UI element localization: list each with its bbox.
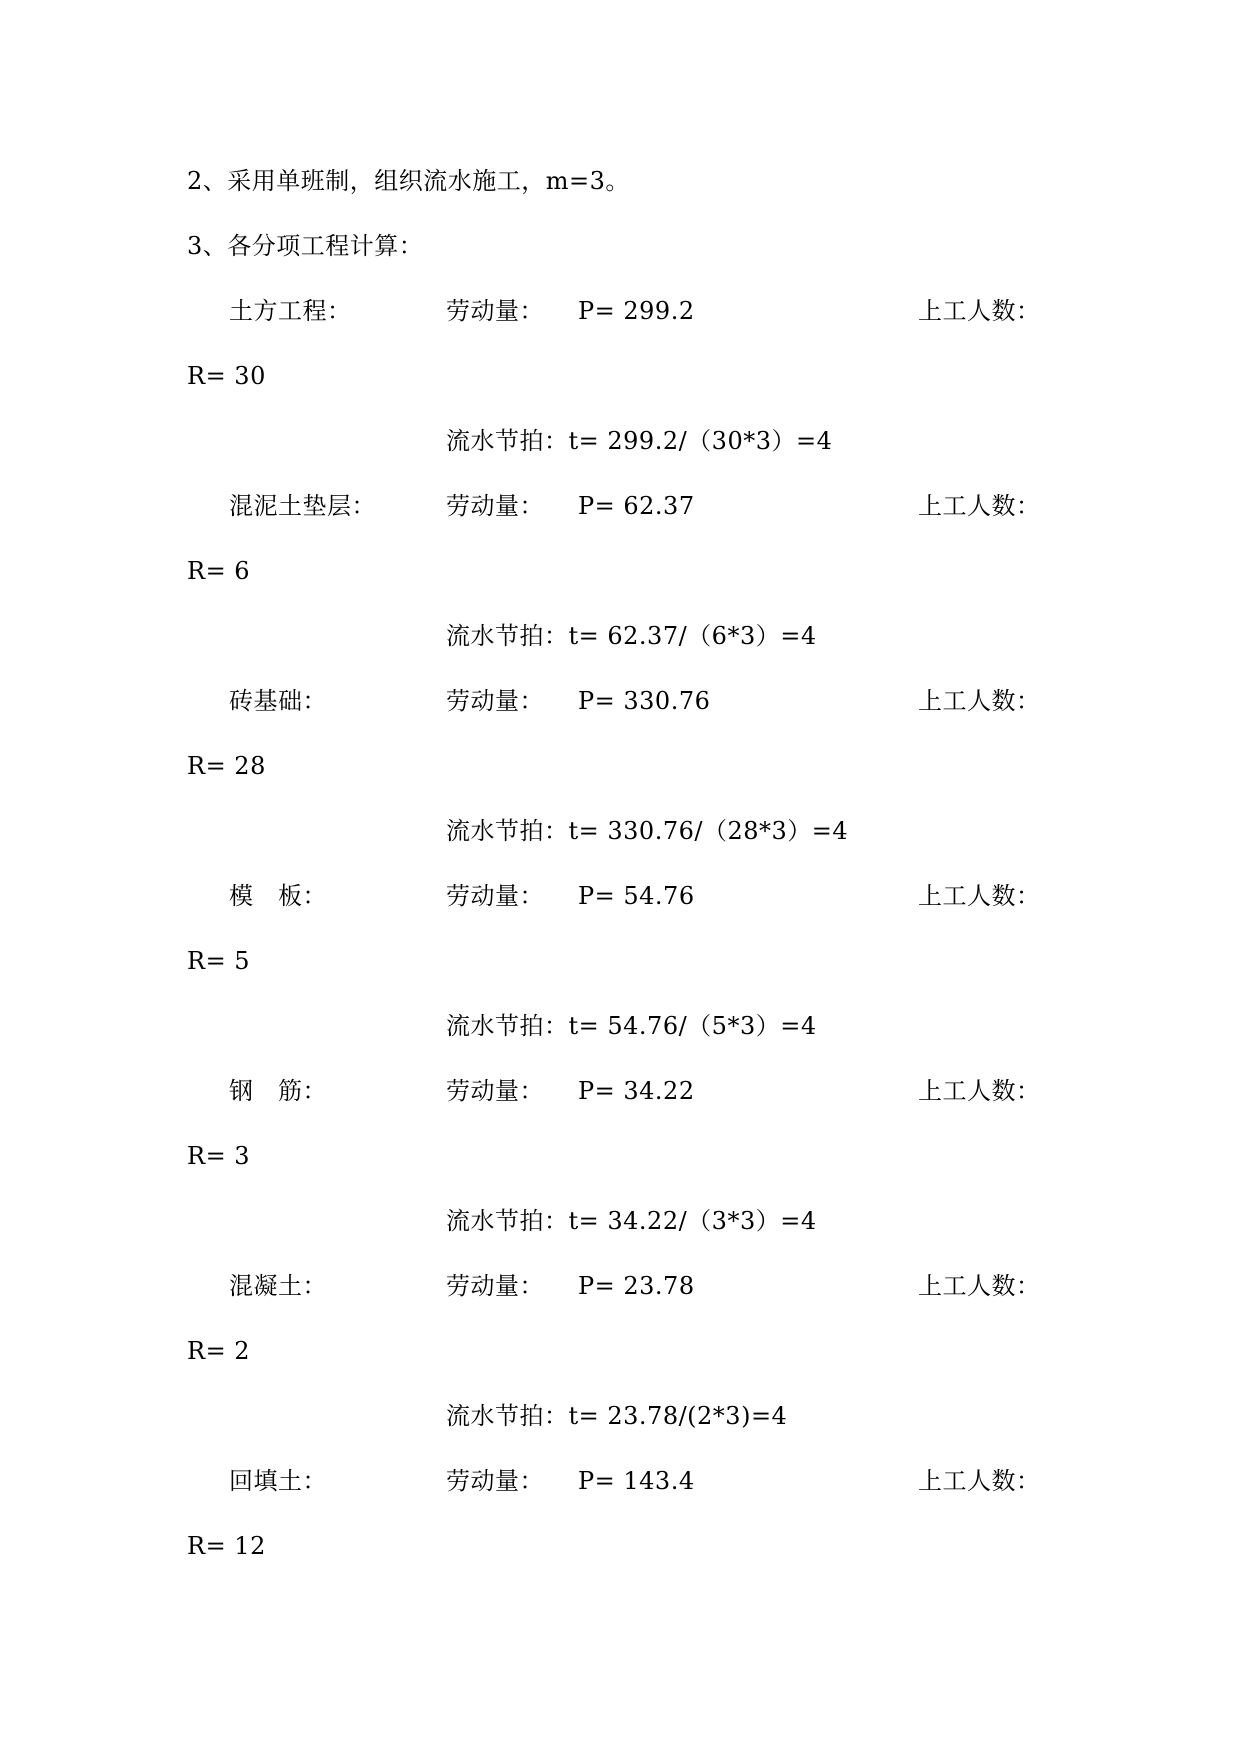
labor-label: 劳动量： <box>446 1272 544 1300</box>
workers-label: 上工人数： <box>918 1077 1041 1105</box>
intro-line-calc: 3、各分项工程计算： <box>187 232 424 260</box>
workers-label: 上工人数： <box>918 1467 1041 1495</box>
labor-label: 劳动量： <box>446 1467 544 1495</box>
labor-value: P= 62.37 <box>578 492 695 520</box>
workers-value: R= 2 <box>187 1337 251 1365</box>
workers-label: 上工人数： <box>918 882 1041 910</box>
rhythm-formula: 流水节拍：t= 62.37/（6*3）=4 <box>446 622 817 650</box>
labor-label: 劳动量： <box>446 687 544 715</box>
workers-value: R= 30 <box>187 362 266 390</box>
item-name: 土方工程： <box>229 297 352 325</box>
rhythm-formula: 流水节拍：t= 54.76/（5*3）=4 <box>446 1012 817 1040</box>
workers-value: R= 6 <box>187 557 251 585</box>
labor-label: 劳动量： <box>446 492 544 520</box>
workers-value: R= 5 <box>187 947 251 975</box>
labor-value: P= 299.2 <box>578 297 695 325</box>
labor-value: P= 54.76 <box>578 882 695 910</box>
labor-value: P= 330.76 <box>578 687 711 715</box>
intro-line-shift: 2、采用单班制，组织流水施工，m=3。 <box>187 167 630 195</box>
rhythm-formula: 流水节拍：t= 23.78/(2*3)=4 <box>446 1402 788 1430</box>
labor-label: 劳动量： <box>446 297 544 325</box>
workers-value: R= 3 <box>187 1142 251 1170</box>
workers-label: 上工人数： <box>918 492 1041 520</box>
labor-value: P= 23.78 <box>578 1272 695 1300</box>
item-name: 混泥土垫层： <box>229 492 376 520</box>
rhythm-formula: 流水节拍：t= 299.2/（30*3）=4 <box>446 427 833 455</box>
labor-label: 劳动量： <box>446 1077 544 1105</box>
labor-value: P= 34.22 <box>578 1077 695 1105</box>
workers-value: R= 12 <box>187 1532 266 1560</box>
item-name: 砖基础： <box>229 687 327 715</box>
workers-label: 上工人数： <box>918 687 1041 715</box>
labor-label: 劳动量： <box>446 882 544 910</box>
item-name: 钢 筋： <box>229 1077 327 1105</box>
workers-value: R= 28 <box>187 752 266 780</box>
workers-label: 上工人数： <box>918 1272 1041 1300</box>
rhythm-formula: 流水节拍：t= 330.76/（28*3）=4 <box>446 817 849 845</box>
workers-label: 上工人数： <box>918 297 1041 325</box>
item-name: 回填土： <box>229 1467 327 1495</box>
item-name: 混凝土： <box>229 1272 327 1300</box>
item-name: 模 板： <box>229 882 327 910</box>
rhythm-formula: 流水节拍：t= 34.22/（3*3）=4 <box>446 1207 817 1235</box>
labor-value: P= 143.4 <box>578 1467 695 1495</box>
